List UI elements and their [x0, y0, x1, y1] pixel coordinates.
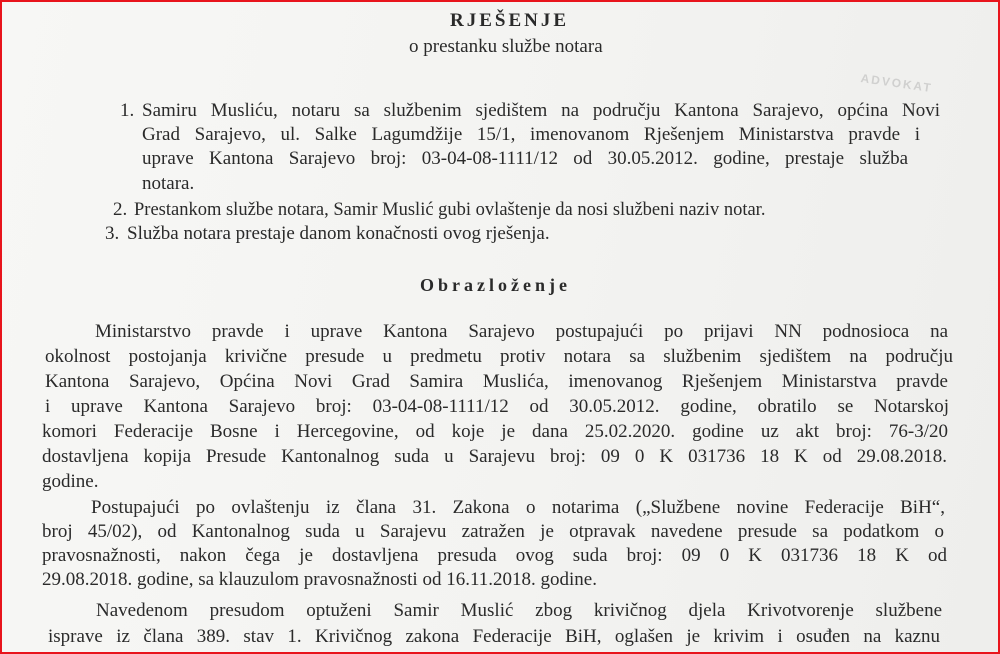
para-1-line-3: Kantona Sarajevo, Općina Novi Grad Samira Muslića, imenovanog Rješenjem Ministarstva pravde [45, 371, 948, 392]
item-3-number: 3. [105, 223, 120, 244]
para-2-line-3: pravosnažnosti, nakon čega je dostavljena presuda ovog suda broj: 09 0 K 031736 18 K od [42, 545, 947, 566]
para-3-line-2: isprave iz člana 389. stav 1. Krivičnog zakona Federacije BiH, oglašen je krivim i osuđen na kaznu [48, 626, 940, 647]
para-1-line-2: okolnost postojanja krivične presude u predmetu protiv notara sa službenim sjedištem na području [45, 346, 953, 367]
para-1-line-1: Ministarstvo pravde i uprave Kantona Sarajevo postupajući po prijavi NN podnosioca na [95, 321, 948, 342]
para-1-line-6: dostavljena kopija Presude Kantonalnog suda u Sarajevu broj: 09 0 K 031736 18 K od 29.08.2018. [42, 446, 947, 467]
section-heading: Obrazloženje [420, 275, 571, 295]
document-page [2, 2, 1000, 654]
item-1-number: 1. [120, 100, 135, 121]
document-title: RJEŠENJE [450, 10, 570, 31]
para-2-line-1: Postupajući po ovlaštenju iz člana 31. Zakona o notarima („Službene novine Federacije BiH“, [91, 497, 945, 518]
item-1-line-3: uprave Kantona Sarajevo broj: 03-04-08-1111/12 od 30.05.2012. godine, prestaje služba [142, 148, 908, 169]
item-2-line-1: Prestankom službe notara, Samir Muslić gubi ovlaštenje da nosi službeni naziv notar. [134, 200, 766, 220]
item-1-line-2: Grad Sarajevo, ul. Salke Lagumdžije 15/1, imenovanom Rješenjem Ministarstva pravde i [142, 124, 920, 145]
item-3-line-1: Služba notara prestaje danom konačnosti ovog rješenja. [127, 223, 550, 244]
para-3-line-1: Navedenom presudom optuženi Samir Muslić zbog krivičnog djela Krivotvorenje službene [96, 600, 942, 621]
item-2-number: 2. [113, 199, 128, 220]
item-1-line-1: Samiru Musliću, notaru sa službenim sjedištem na području Kantona Sarajevo, općina Novi [142, 100, 940, 121]
para-1-line-5: komori Federacije Bosne i Hercegovine, od koje je dana 25.02.2020. godine uz akt broj: 76-3/20 [42, 421, 948, 442]
para-1-line-7: godine. [42, 471, 99, 492]
para-2-line-4: 29.08.2018. godine, sa klauzulom pravosnažnosti od 16.11.2018. godine. [42, 569, 597, 590]
para-2-line-2: broj 45/02), od Kantonalnog suda u Sarajevu zatražen je otpravak navedene presude sa podatkom o [42, 521, 944, 542]
item-1-line-4: notara. [142, 173, 195, 194]
para-1-line-4: i uprave Kantona Sarajevo broj: 03-04-08-1111/12 od 30.05.2012. godine, obratilo se Notarskoj [45, 396, 949, 417]
stamp-text: ADVOKAT [859, 71, 934, 96]
document-subtitle: o prestanku službe notara [409, 36, 603, 57]
